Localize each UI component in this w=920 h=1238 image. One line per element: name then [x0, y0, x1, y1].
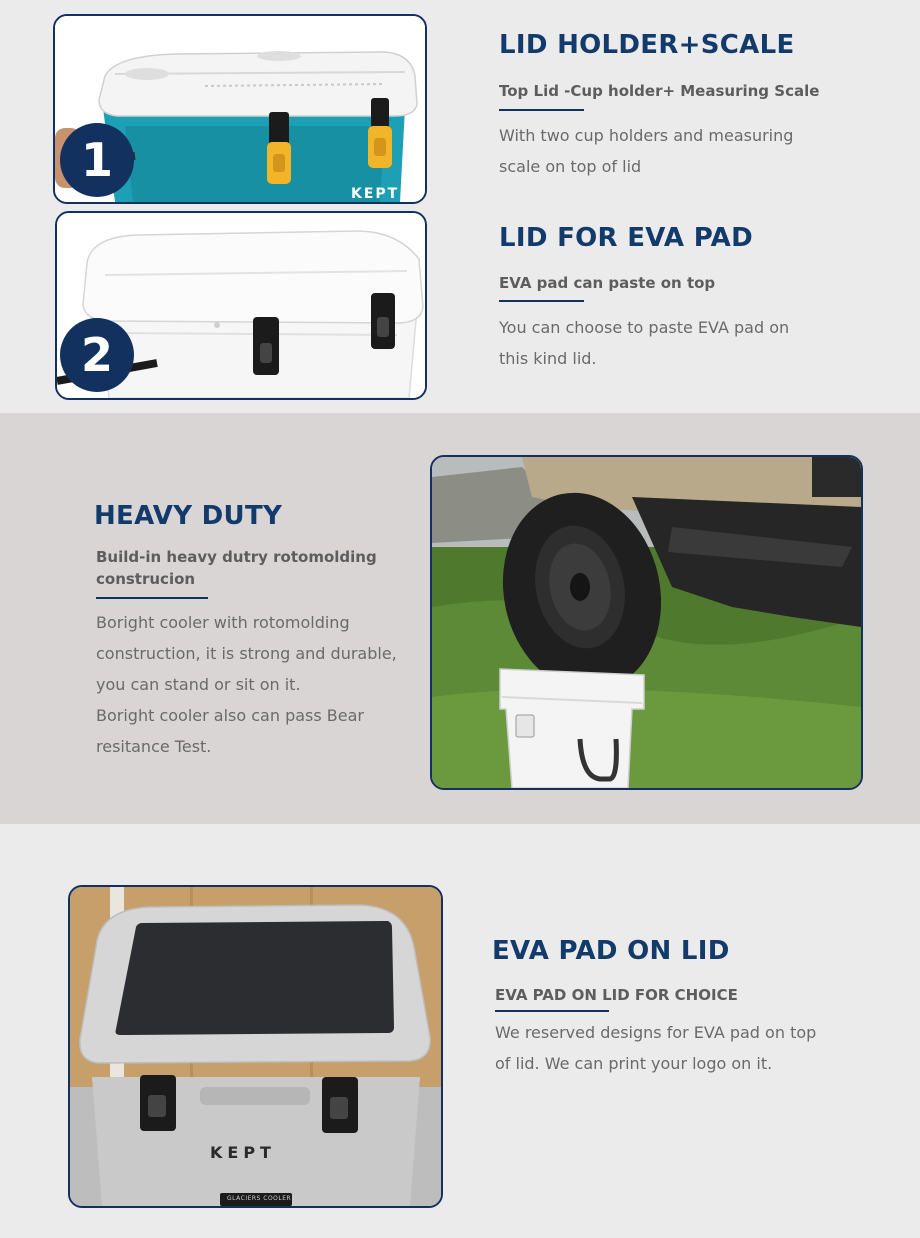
heavy-duty-subtitle-line-2: construcion — [96, 570, 196, 588]
image-truck-on-cooler — [430, 455, 863, 790]
eva-cooler-small-label: GLACIERS COOLER — [227, 1195, 292, 1202]
lid-holder-description — [499, 120, 793, 182]
eva-lid-line-1: You can choose to paste EVA pad on — [499, 318, 790, 337]
section-eva-pad — [0, 824, 920, 1238]
eva-pad-line-1: We reserved designs for EVA pad on top — [495, 1023, 817, 1042]
heavy-duty-line-2: construction, it is strong and durable, — [96, 644, 397, 663]
section-lid-features — [0, 0, 920, 413]
heavy-duty-divider — [96, 597, 208, 599]
heavy-duty-subtitle — [96, 546, 377, 590]
eva-lid-divider — [499, 300, 584, 302]
eva-pad-title: EVA PAD ON LID — [492, 936, 730, 966]
section-heavy-duty — [0, 413, 920, 824]
heavy-duty-subtitle-line-1: Build-in heavy dutry rotomolding — [96, 548, 377, 566]
eva-pad-subtitle: EVA PAD ON LID FOR CHOICE — [495, 986, 738, 1004]
lid-holder-line-2: scale on top of lid — [499, 157, 642, 176]
cooler-brand-mark: KEPT® — [351, 186, 416, 202]
truck-tire-cooler-illustration — [432, 457, 861, 788]
step-badge-2: 2 — [60, 318, 134, 392]
heavy-duty-line-3: you can stand or sit on it. — [96, 675, 301, 694]
eva-pad-divider — [495, 1010, 609, 1012]
heavy-duty-line-4: Boright cooler also can pass Bear — [96, 706, 364, 725]
heavy-duty-title: HEAVY DUTY — [94, 501, 283, 531]
lid-holder-title: LID HOLDER+SCALE — [499, 30, 795, 60]
eva-lid-title: LID FOR EVA PAD — [499, 223, 753, 253]
eva-pad-line-2: of lid. We can print your logo on it. — [495, 1054, 773, 1073]
step-badge-1: 1 — [60, 123, 134, 197]
eva-lid-line-2: this kind lid. — [499, 349, 597, 368]
eva-cooler-brand-mark: KEPT — [210, 1143, 276, 1162]
image-eva-pad-cooler — [68, 885, 443, 1208]
lid-holder-subtitle: Top Lid -Cup holder+ Measuring Scale — [499, 82, 820, 100]
lid-holder-line-1: With two cup holders and measuring — [499, 126, 794, 145]
eva-lid-subtitle: EVA pad can paste on top — [499, 274, 716, 292]
heavy-duty-line-1: Boright cooler with rotomolding — [96, 613, 350, 632]
heavy-duty-line-5: resitance Test. — [96, 737, 212, 756]
lid-holder-divider — [499, 109, 584, 111]
eva-lid-description — [499, 312, 789, 374]
eva-pad-description — [495, 1017, 816, 1079]
heavy-duty-description — [96, 607, 397, 762]
